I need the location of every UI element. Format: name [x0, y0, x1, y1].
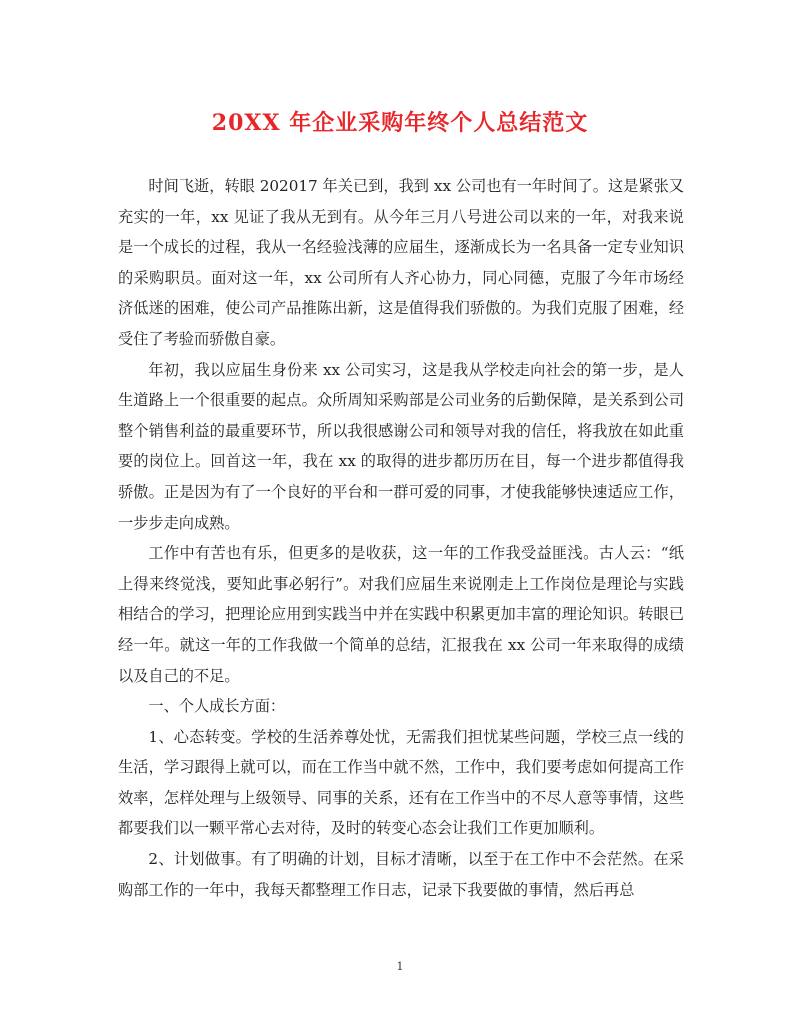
paragraph-planning: 2、计划做事。有了明确的计划，目标才清晰，以至于在工作中不会茫然。在采购部工作的一年中，我每天都整理工作日志，记录下我要做的事情，然后再总: [118, 850, 684, 899]
page-number: 1: [396, 960, 404, 973]
paragraph-intro: 时间飞逝，转眼 202017 年关已到，我到 xx 公司也有一年时间了。这是紧张又充实的一年，xx 见证了我从无到有。从今年三月八号进公司以来的一年，对我来说是一个成长的过程，我从一名经验浅薄的应届生，逐渐成长为一名具备一定专业知识的采购职员。面对这一年，xx 公司所有人齐心协力，同心同德，克服了今年市场经济低迷的困难，使公司产品推陈出新，这是值得我们骄傲的。为我们克服了困难，经受住了考验而骄傲自豪。: [118, 177, 684, 348]
document-body: [118, 171, 684, 905]
paragraph-beginning-of-year: 年初，我以应届生身份来 xx 公司实习，这是我从学校走向社会的第一步，是人生道路上一个很重要的起点。众所周知采购部是公司业务的后勤保障，是关系到公司整个销售利益的最重要环节，所以我很感谢公司和领导对我的信任，将我放在如此重要的岗位上。回首这一年，我在 xx 的取得的进步都历历在目，每一个进步都值得我骄傲。正是因为有了一个良好的平台和一群可爱的同事，才使我能够快速适应工作，一步步走向成熟。: [118, 360, 684, 532]
document-title: 20XX 年企业采购年终个人总结范文: [211, 110, 589, 136]
paragraph-mindset-change: 1、心态转变。学校的生活养尊处忧，无需我们担忧某些问题，学校三点一线的生活，学习跟得上就可以，而在工作当中就不然，工作中，我们要考虑如何提高工作效率，怎样处理与上级领导、同事的关系，还有在工作当中的不尽人意等事情，这些都要我们以一颗平常心去对待，及时的转变心态会让我们工作更加顺利。: [118, 727, 684, 838]
paragraph-work-summary: 工作中有苦也有乐，但更多的是收获，这一年的工作我受益匪浅。古人云：“纸上得来终觉浅，要知此事必躬行”。对我们应届生来说刚走上工作岗位是理论与实践相结合的学习，把理论应用到实践当中并在实践中积累更加丰富的理论知识。转眼已经一年。就这一年的工作我做一个简单的总结，汇报我在 xx 公司一年来取得的成绩以及自己的不足。: [118, 544, 684, 685]
section-heading-personal-growth: 一、个人成长方面：: [148, 697, 286, 716]
